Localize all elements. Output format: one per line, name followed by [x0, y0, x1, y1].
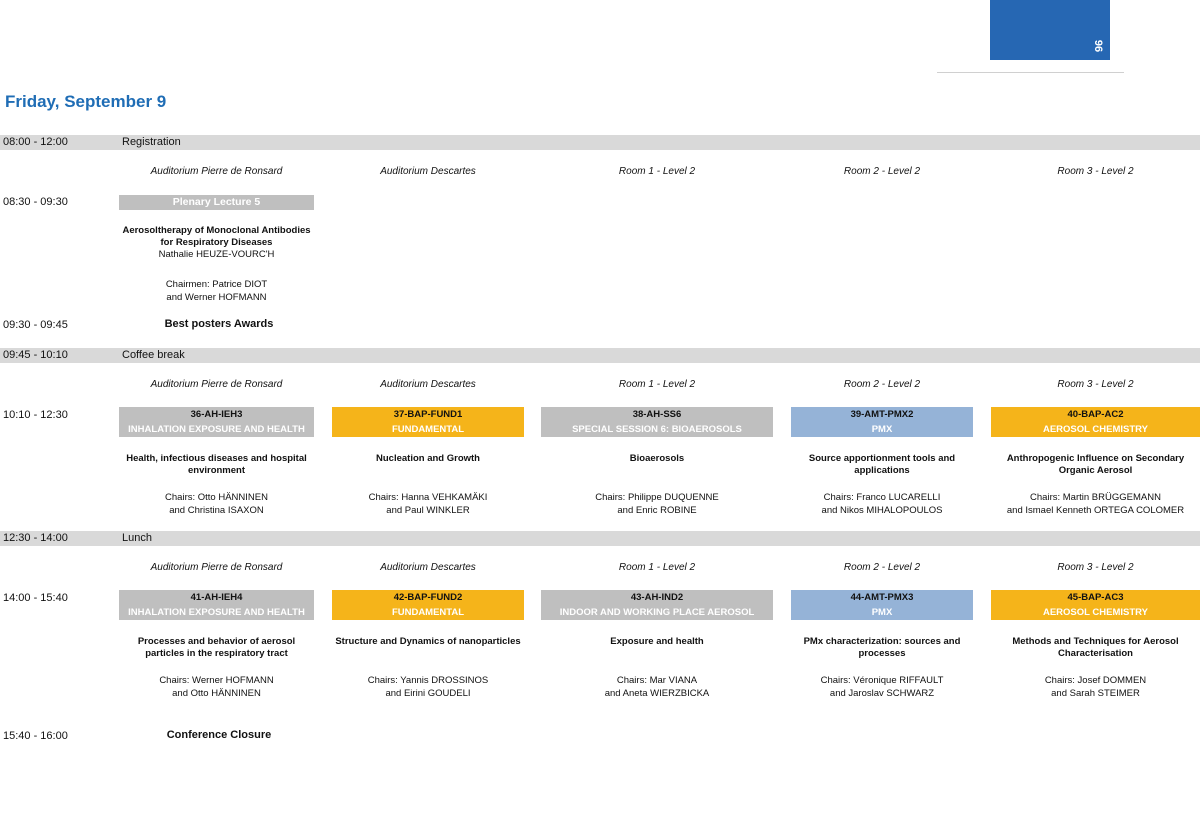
- session-title: [541, 453, 773, 465]
- chair-line: and Nikos MIHALOPOULOS: [821, 505, 943, 516]
- room-label: Room 3 - Level 2: [1057, 166, 1134, 177]
- session-title-line: Anthropogenic Influence on Secondary: [1006, 453, 1185, 464]
- session-chairs: [991, 674, 1200, 700]
- chair-line: and Christina ISAXON: [169, 505, 264, 516]
- session-header: [119, 590, 314, 620]
- room-label: Auditorium Pierre de Ronsard: [150, 562, 283, 573]
- chair-line: and Werner HOFMANN: [166, 292, 267, 303]
- session-category: INHALATION EXPOSURE AND HEALTH: [128, 424, 305, 435]
- session-title: [781, 453, 983, 477]
- chair-line: Chairs: Martin BRÜGGEMANN: [1030, 492, 1161, 503]
- chair-line: and Jaroslav SCHWARZ: [829, 688, 935, 699]
- chair-line: Chairmen: Patrice DIOT: [165, 279, 268, 290]
- room-header-row: [0, 379, 1200, 393]
- room-label: Auditorium Descartes: [380, 562, 476, 573]
- chair-line: Chairs: Josef DOMMEN: [1044, 675, 1147, 686]
- session-code: 44-AMT-PMX3: [850, 592, 914, 603]
- session-title-line: applications: [854, 465, 910, 476]
- chair-line: Chairs: Véronique RIFFAULT: [820, 675, 944, 686]
- chair-line: and Sarah STEIMER: [1051, 688, 1140, 699]
- chair-line: and Eirini GOUDELI: [385, 688, 471, 699]
- session-title-line: Nucleation and Growth: [376, 453, 480, 464]
- session-category: AEROSOL CHEMISTRY: [1042, 607, 1149, 618]
- session-header: [332, 590, 524, 620]
- session-header: [332, 407, 524, 437]
- time-morning: 10:10 - 12:30: [3, 409, 68, 421]
- session-code: 41-AH-IEH4: [190, 592, 243, 603]
- session-chairs: [112, 674, 321, 700]
- time-lunch: 12:30 - 14:00: [3, 532, 68, 544]
- awards-label: Best posters Awards: [164, 318, 274, 330]
- room-label: Room 2 - Level 2: [843, 379, 921, 390]
- room-label: Auditorium Descartes: [380, 379, 476, 390]
- chair-line: and Paul WINKLER: [386, 505, 470, 516]
- room-label: Room 3 - Level 2: [1057, 562, 1134, 573]
- session-title-line: environment: [187, 465, 245, 476]
- session-title-line: Health, infectious diseases and hospital: [126, 453, 307, 464]
- chair-line: Chairs: Werner HOFMANN: [159, 675, 274, 686]
- room-label: Room 3 - Level 2: [1057, 379, 1134, 390]
- session-title-line: Methods and Techniques for Aerosol: [1012, 636, 1179, 647]
- lunch-band: [0, 531, 1200, 546]
- session-header: [991, 590, 1200, 620]
- plenary-title-line: Aerosoltherapy of Monoclonal Antibodies: [122, 225, 311, 236]
- session-header: [791, 590, 973, 620]
- session-code: 38-AH-SS6: [632, 409, 682, 420]
- chair-line: Chairs: Mar VIANA: [616, 675, 698, 686]
- coffee-label: Coffee break: [122, 349, 185, 361]
- room-label: Auditorium Descartes: [380, 166, 476, 177]
- session-title: [325, 453, 531, 465]
- session-chairs: [325, 491, 531, 517]
- time-closure: 15:40 - 16:00: [3, 730, 68, 742]
- registration-label: Registration: [122, 136, 181, 148]
- session-header: [541, 590, 773, 620]
- room-header-row: [0, 562, 1200, 576]
- room-label: Room 2 - Level 2: [843, 562, 921, 573]
- session-header: [991, 407, 1200, 437]
- session-code: 40-BAP-AC2: [1067, 409, 1124, 420]
- page-number-tab: [990, 0, 1110, 60]
- top-rule: [937, 72, 1124, 73]
- session-code: 36-AH-IEH3: [190, 409, 243, 420]
- session-title-line: Bioaerosols: [629, 453, 685, 464]
- plenary-header: Plenary Lecture 5: [119, 195, 314, 210]
- session-title: [781, 636, 983, 660]
- session-chairs: [541, 491, 773, 517]
- time-plenary: 08:30 - 09:30: [3, 196, 68, 208]
- session-chairs: [541, 674, 773, 700]
- session-category: SPECIAL SESSION 6: BIOAEROSOLS: [572, 424, 742, 435]
- room-label: Auditorium Pierre de Ronsard: [150, 166, 283, 177]
- room-header-row: [0, 166, 1200, 180]
- chair-line: Chairs: Hanna VEHKAMÄKI: [368, 492, 488, 503]
- chair-line: Chairs: Franco LUCARELLI: [823, 492, 941, 503]
- room-label: Room 1 - Level 2: [618, 166, 696, 177]
- session-category: FUNDAMENTAL: [391, 607, 465, 618]
- lunch-label: Lunch: [122, 532, 152, 544]
- session-category: AEROSOL CHEMISTRY: [1042, 424, 1149, 435]
- session-category: PMX: [871, 607, 893, 618]
- session-title: [991, 453, 1200, 477]
- session-code: 39-AMT-PMX2: [850, 409, 914, 420]
- chair-line: Chairs: Yannis DROSSINOS: [367, 675, 489, 686]
- session-category: INDOOR AND WORKING PLACE AEROSOL: [559, 607, 755, 618]
- chair-line: Chairs: Otto HÄNNINEN: [165, 492, 268, 503]
- session-title: [112, 453, 321, 477]
- session-category: INHALATION EXPOSURE AND HEALTH: [128, 607, 305, 618]
- session-title-line: Characterisation: [1058, 648, 1133, 659]
- session-title: [541, 636, 773, 648]
- chair-line: Chairs: Philippe DUQUENNE: [595, 492, 719, 503]
- time-coffee: 09:45 - 10:10: [3, 349, 68, 361]
- plenary-speaker: Nathalie HEUZE-VOURC'H: [158, 249, 275, 260]
- session-header: [541, 407, 773, 437]
- session-code: 42-BAP-FUND2: [393, 592, 463, 603]
- session-header: [791, 407, 973, 437]
- session-title-line: PMx characterization: sources and: [803, 636, 961, 647]
- session-chairs: [991, 491, 1200, 517]
- time-awards: 09:30 - 09:45: [3, 319, 68, 331]
- plenary-title: [112, 225, 321, 249]
- session-title: [991, 636, 1200, 660]
- session-title-line: processes: [858, 648, 906, 659]
- chair-line: and Otto HÄNNINEN: [172, 688, 261, 699]
- room-label: Room 1 - Level 2: [618, 379, 696, 390]
- session-category: FUNDAMENTAL: [391, 424, 465, 435]
- session-chairs: [781, 674, 983, 700]
- room-label: Room 2 - Level 2: [843, 166, 921, 177]
- plenary-title-line: for Respiratory Diseases: [160, 237, 273, 248]
- session-chairs: [325, 674, 531, 700]
- closure-label: Conference Closure: [166, 729, 272, 741]
- session-chairs: [112, 491, 321, 517]
- session-title-line: Structure and Dynamics of nanoparticles: [335, 636, 521, 647]
- session-title: [325, 636, 531, 648]
- session-header: [119, 407, 314, 437]
- chair-line: and Aneta WIERZBICKA: [604, 688, 710, 699]
- session-title-line: Exposure and health: [610, 636, 704, 647]
- plenary-chairs: [112, 278, 321, 304]
- session-code: 37-BAP-FUND1: [393, 409, 463, 420]
- session-title-line: Organic Aerosol: [1058, 465, 1133, 476]
- day-title: Friday, September 9: [5, 92, 167, 111]
- chair-line: and Ismael Kenneth ORTEGA COLOMER: [1006, 505, 1185, 516]
- session-title: [112, 636, 321, 660]
- session-code: 45-BAP-AC3: [1067, 592, 1124, 603]
- session-title-line: Source apportionment tools and: [808, 453, 956, 464]
- room-label: Auditorium Pierre de Ronsard: [150, 379, 283, 390]
- page-number: 96: [1091, 39, 1104, 53]
- session-title-line: particles in the respiratory tract: [145, 648, 288, 659]
- time-registration: 08:00 - 12:00: [3, 136, 68, 148]
- session-code: 43-AH-IND2: [630, 592, 684, 603]
- chair-line: and Enric ROBINE: [617, 505, 697, 516]
- session-category: PMX: [871, 424, 893, 435]
- room-label: Room 1 - Level 2: [618, 562, 696, 573]
- time-afternoon: 14:00 - 15:40: [3, 592, 68, 604]
- session-title-line: Processes and behavior of aerosol: [137, 636, 296, 647]
- session-chairs: [781, 491, 983, 517]
